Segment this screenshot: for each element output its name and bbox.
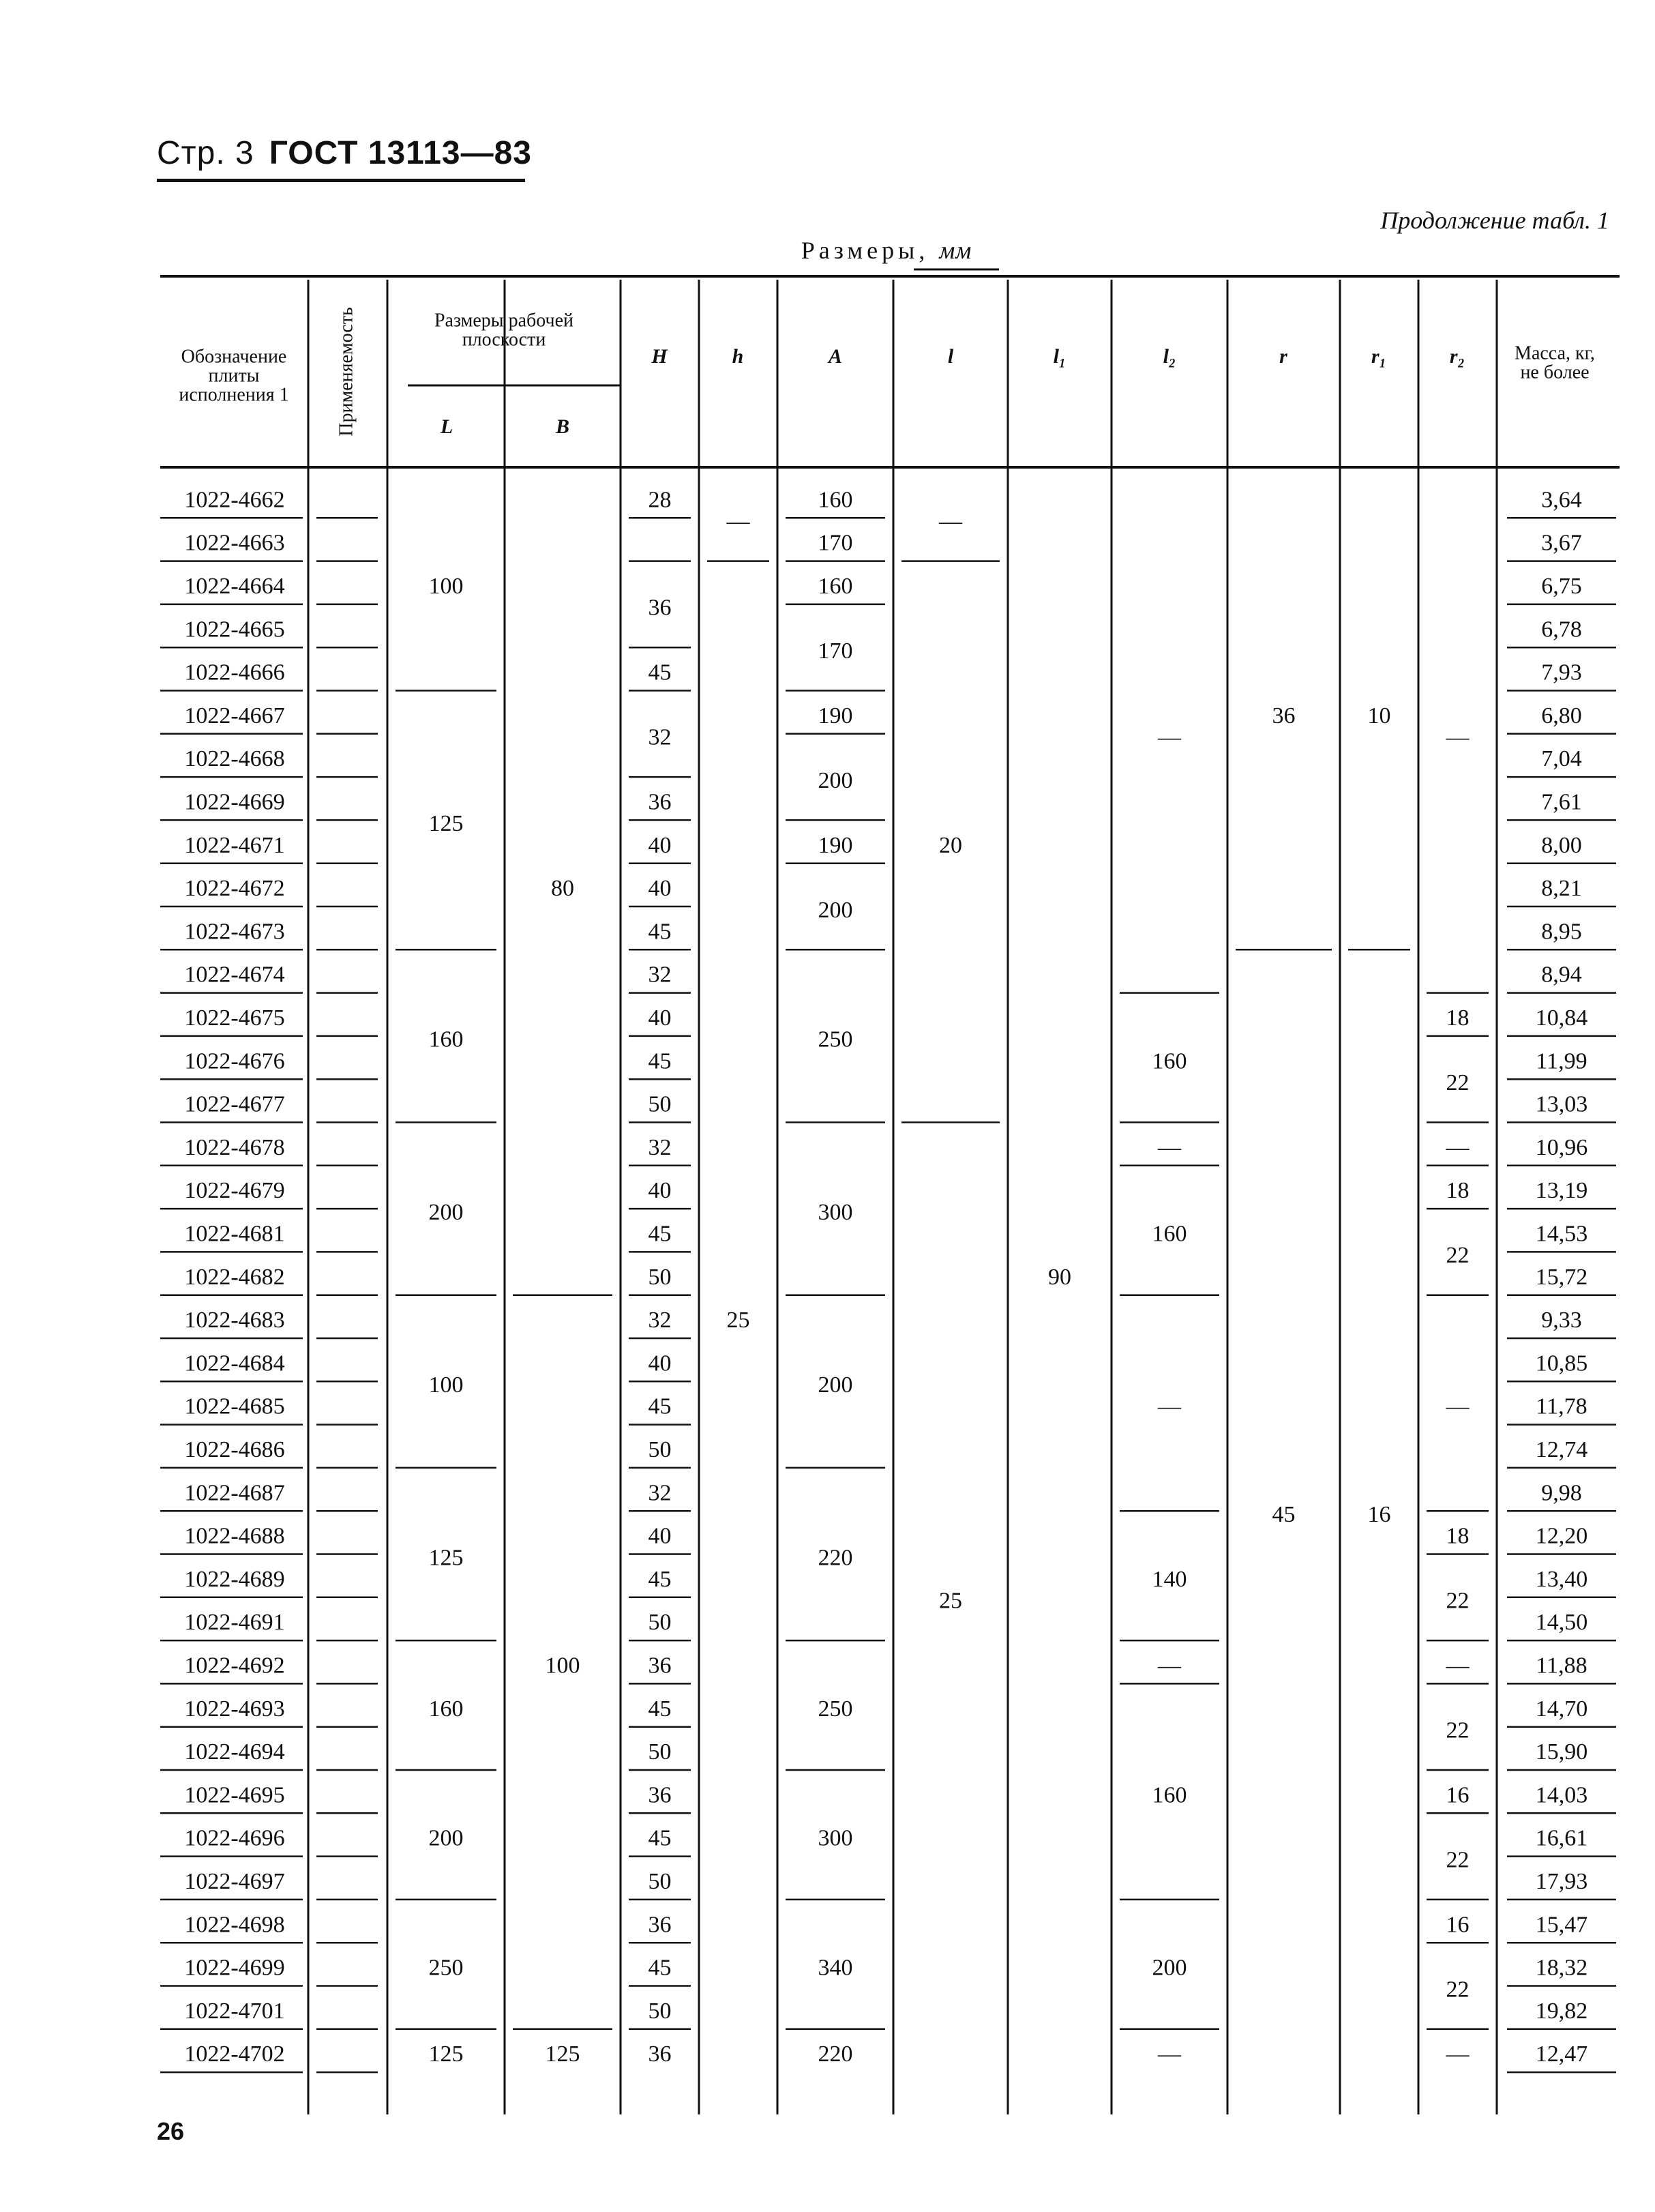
row-mass: 12,20 bbox=[1535, 1523, 1588, 1549]
header-mass-line2: не более bbox=[1520, 362, 1590, 383]
header-applicability: Применяемость bbox=[336, 307, 357, 437]
row-designation: 1022-4686 bbox=[184, 1437, 285, 1463]
row-designation: 1022-4691 bbox=[184, 1610, 285, 1636]
cell-A: 200 bbox=[818, 1372, 853, 1398]
cell-r2: 22 bbox=[1446, 1588, 1470, 1614]
cell-H: 45 bbox=[648, 1696, 672, 1722]
cell-r2: 22 bbox=[1446, 1717, 1470, 1743]
cell-H: 45 bbox=[648, 660, 672, 685]
cell-r: 36 bbox=[1272, 703, 1296, 728]
row-mass: 14,53 bbox=[1535, 1221, 1588, 1247]
cell-A: 340 bbox=[818, 1955, 853, 1981]
cell-A: 190 bbox=[818, 832, 853, 858]
cell-B: 80 bbox=[551, 876, 574, 902]
cell-B: 100 bbox=[545, 1653, 580, 1679]
row-designation: 1022-4697 bbox=[184, 1869, 285, 1895]
row-designation: 1022-4702 bbox=[184, 2041, 285, 2067]
header-working-plane-line1: Размеры рабочей bbox=[434, 310, 574, 331]
cell-l2: 200 bbox=[1152, 1955, 1187, 1981]
row-designation: 1022-4676 bbox=[184, 1048, 285, 1074]
row-designation: 1022-4666 bbox=[184, 660, 285, 685]
row-designation: 1022-4672 bbox=[184, 876, 285, 902]
cell-r2: — bbox=[1446, 1653, 1470, 1679]
cell-H: 36 bbox=[648, 789, 672, 815]
cell-H: 40 bbox=[648, 1523, 672, 1549]
cell-H: 45 bbox=[648, 1048, 672, 1074]
cell-l2: — bbox=[1158, 1134, 1181, 1160]
row-mass: 10,85 bbox=[1535, 1351, 1588, 1376]
row-mass: 13,19 bbox=[1535, 1178, 1588, 1204]
cell-l: 20 bbox=[939, 832, 962, 858]
dimensions-label: Размеры, bbox=[801, 237, 929, 264]
cell-H: 36 bbox=[648, 2041, 672, 2067]
cell-L: 100 bbox=[428, 574, 464, 600]
row-mass: 8,00 bbox=[1541, 832, 1582, 858]
header-designation-line2: плиты bbox=[208, 365, 260, 387]
row-mass: 12,47 bbox=[1535, 2041, 1588, 2067]
row-mass: 11,78 bbox=[1536, 1393, 1587, 1419]
row-mass: 10,96 bbox=[1535, 1134, 1588, 1160]
cell-H: 40 bbox=[648, 1005, 672, 1031]
cell-l2: 140 bbox=[1152, 1566, 1187, 1592]
cell-H: 40 bbox=[648, 1351, 672, 1376]
cell-H: 40 bbox=[648, 876, 672, 902]
row-designation: 1022-4682 bbox=[184, 1264, 285, 1290]
header-H: H bbox=[651, 344, 668, 368]
cell-H: 45 bbox=[648, 1825, 672, 1851]
cell-B: 125 bbox=[545, 2041, 580, 2067]
cell-A: 220 bbox=[818, 1545, 853, 1571]
header-h: h bbox=[732, 344, 744, 368]
row-designation: 1022-4683 bbox=[184, 1308, 285, 1333]
header-designation-line3: исполнения 1 bbox=[179, 384, 289, 406]
row-mass: 9,98 bbox=[1541, 1480, 1582, 1506]
row-designation: 1022-4694 bbox=[184, 1739, 285, 1765]
cell-H: 45 bbox=[648, 919, 672, 945]
cell-H: 50 bbox=[648, 1437, 672, 1463]
cell-L: 125 bbox=[428, 811, 464, 837]
cell-H: 36 bbox=[648, 1653, 672, 1679]
cell-A: 160 bbox=[818, 574, 853, 600]
header-working-plane-line2: плоскости bbox=[462, 329, 546, 351]
standard-number: ГОСТ 13113—83 bbox=[269, 135, 532, 171]
row-mass: 19,82 bbox=[1535, 1998, 1588, 2024]
page-label: Стр. 3 bbox=[157, 135, 254, 171]
row-designation: 1022-4662 bbox=[184, 487, 285, 513]
cell-H: 45 bbox=[648, 1221, 672, 1247]
cell-A: 250 bbox=[818, 1027, 853, 1052]
cell-r2: 22 bbox=[1446, 1847, 1470, 1873]
row-designation: 1022-4679 bbox=[184, 1178, 285, 1204]
cell-H: 28 bbox=[648, 487, 672, 513]
header-l1: l₁ bbox=[1053, 344, 1067, 368]
row-designation: 1022-4663 bbox=[184, 530, 285, 556]
row-mass: 16,61 bbox=[1535, 1825, 1588, 1851]
cell-H: 50 bbox=[648, 1998, 672, 2024]
cell-L: 200 bbox=[428, 1825, 464, 1851]
row-designation: 1022-4684 bbox=[184, 1351, 285, 1376]
cell-l2: — bbox=[1158, 1393, 1181, 1419]
row-designation: 1022-4669 bbox=[184, 789, 285, 815]
cell-L: 160 bbox=[428, 1696, 464, 1722]
row-designation: 1022-4671 bbox=[184, 832, 285, 858]
cell-H: 32 bbox=[648, 1480, 672, 1506]
cell-h: 25 bbox=[726, 1308, 750, 1333]
row-designation: 1022-4668 bbox=[184, 746, 285, 772]
row-mass: 13,40 bbox=[1535, 1566, 1588, 1592]
cell-A: 160 bbox=[818, 487, 853, 513]
cell-l2: 160 bbox=[1152, 1048, 1187, 1074]
header-L: L bbox=[440, 415, 453, 438]
cell-L: 125 bbox=[428, 1545, 464, 1571]
row-mass: 6,75 bbox=[1541, 574, 1582, 600]
cell-h: — bbox=[726, 509, 750, 535]
cell-H: 50 bbox=[648, 1091, 672, 1117]
page-number: 26 bbox=[157, 2117, 185, 2145]
header-r: r bbox=[1279, 344, 1287, 368]
cell-A: 200 bbox=[818, 897, 853, 923]
row-designation: 1022-4695 bbox=[184, 1782, 285, 1808]
cell-H: 32 bbox=[648, 1308, 672, 1333]
cell-H: 36 bbox=[648, 595, 672, 621]
cell-r2: 22 bbox=[1446, 1243, 1470, 1269]
row-designation: 1022-4701 bbox=[184, 1998, 285, 2024]
cell-l: 25 bbox=[939, 1588, 962, 1614]
cell-H: 36 bbox=[648, 1782, 672, 1808]
cell-H: 32 bbox=[648, 1134, 672, 1160]
cell-r1: 10 bbox=[1367, 703, 1391, 728]
cell-r2: 18 bbox=[1446, 1005, 1470, 1031]
row-mass: 8,21 bbox=[1541, 876, 1582, 902]
row-designation: 1022-4688 bbox=[184, 1523, 285, 1549]
cell-r2: — bbox=[1446, 1134, 1470, 1160]
row-designation: 1022-4693 bbox=[184, 1696, 285, 1722]
row-mass: 11,88 bbox=[1536, 1653, 1587, 1679]
cell-r2: 22 bbox=[1446, 1070, 1470, 1095]
cell-H: 36 bbox=[648, 1912, 672, 1938]
cell-L: 250 bbox=[428, 1955, 464, 1981]
row-mass: 11,99 bbox=[1536, 1048, 1587, 1074]
row-mass: 6,80 bbox=[1541, 703, 1582, 728]
header-B: B bbox=[555, 415, 570, 438]
row-designation: 1022-4667 bbox=[184, 703, 285, 728]
cell-L: 160 bbox=[428, 1027, 464, 1052]
cell-l2: 160 bbox=[1152, 1221, 1187, 1247]
row-mass: 3,64 bbox=[1541, 487, 1582, 513]
row-mass: 8,94 bbox=[1541, 962, 1582, 988]
row-mass: 8,95 bbox=[1541, 919, 1582, 945]
cell-H: 45 bbox=[648, 1393, 672, 1419]
header-l: l bbox=[947, 344, 954, 368]
cell-A: 300 bbox=[818, 1199, 853, 1225]
row-designation: 1022-4699 bbox=[184, 1955, 285, 1981]
row-designation: 1022-4692 bbox=[184, 1653, 285, 1679]
dimensions-unit: мм bbox=[939, 237, 972, 264]
cell-r2: 18 bbox=[1446, 1523, 1470, 1549]
cell-A: 300 bbox=[818, 1825, 853, 1851]
row-designation: 1022-4698 bbox=[184, 1912, 285, 1938]
row-mass: 14,70 bbox=[1535, 1696, 1588, 1722]
row-designation: 1022-4678 bbox=[184, 1134, 285, 1160]
cell-r1: 16 bbox=[1367, 1501, 1391, 1527]
cell-L: 200 bbox=[428, 1199, 464, 1225]
cell-H: 45 bbox=[648, 1955, 672, 1981]
cell-H: 32 bbox=[648, 724, 672, 750]
cell-r2: 16 bbox=[1446, 1912, 1470, 1938]
row-mass: 18,32 bbox=[1535, 1955, 1588, 1981]
cell-H: 50 bbox=[648, 1869, 672, 1895]
header-r2: r₂ bbox=[1449, 344, 1465, 368]
cell-l2: — bbox=[1158, 1653, 1181, 1679]
row-mass: 15,47 bbox=[1535, 1912, 1588, 1938]
header-l2: l₂ bbox=[1163, 344, 1176, 368]
table-continuation-note: Продолжение табл. 1 bbox=[1380, 207, 1609, 234]
row-mass: 3,67 bbox=[1541, 530, 1582, 556]
cell-H: 50 bbox=[648, 1739, 672, 1765]
row-designation: 1022-4674 bbox=[184, 962, 285, 988]
header-A: A bbox=[828, 344, 843, 368]
cell-A: 220 bbox=[818, 2041, 853, 2067]
row-mass: 13,03 bbox=[1535, 1091, 1588, 1117]
cell-r2: 18 bbox=[1446, 1178, 1470, 1204]
cell-r2: 22 bbox=[1446, 1977, 1470, 2003]
cell-H: 50 bbox=[648, 1610, 672, 1636]
row-designation: 1022-4696 bbox=[184, 1825, 285, 1851]
cell-l1: 90 bbox=[1048, 1264, 1071, 1290]
row-designation: 1022-4685 bbox=[184, 1393, 285, 1419]
cell-r2: — bbox=[1446, 724, 1470, 750]
cell-L: 100 bbox=[428, 1372, 464, 1398]
cell-A: 250 bbox=[818, 1696, 853, 1722]
cell-H: 40 bbox=[648, 1178, 672, 1204]
cell-l2: — bbox=[1158, 2041, 1181, 2067]
row-designation: 1022-4664 bbox=[184, 574, 285, 600]
cell-r: 45 bbox=[1272, 1501, 1296, 1527]
row-mass: 15,90 bbox=[1535, 1739, 1588, 1765]
row-designation: 1022-4689 bbox=[184, 1566, 285, 1592]
row-mass: 7,04 bbox=[1541, 746, 1582, 772]
row-mass: 7,61 bbox=[1541, 789, 1582, 815]
cell-H: 40 bbox=[648, 832, 672, 858]
cell-L: 125 bbox=[428, 2041, 464, 2067]
row-mass: 10,84 bbox=[1535, 1005, 1588, 1031]
row-mass: 14,50 bbox=[1535, 1610, 1588, 1636]
row-mass: 17,93 bbox=[1535, 1869, 1588, 1895]
cell-H: 50 bbox=[648, 1264, 672, 1290]
cell-A: 170 bbox=[818, 638, 853, 664]
row-mass: 6,78 bbox=[1541, 617, 1582, 643]
cell-A: 200 bbox=[818, 767, 853, 793]
cell-r2: — bbox=[1446, 1393, 1470, 1419]
cell-l: — bbox=[939, 509, 962, 535]
cell-l2: — bbox=[1158, 724, 1181, 750]
row-mass: 9,33 bbox=[1541, 1308, 1582, 1333]
row-designation: 1022-4675 bbox=[184, 1005, 285, 1031]
row-designation: 1022-4665 bbox=[184, 617, 285, 643]
row-designation: 1022-4681 bbox=[184, 1221, 285, 1247]
cell-H: 45 bbox=[648, 1566, 672, 1592]
cell-r2: 16 bbox=[1446, 1782, 1470, 1808]
row-mass: 15,72 bbox=[1535, 1264, 1588, 1290]
cell-r2: — bbox=[1446, 2041, 1470, 2067]
row-mass: 14,03 bbox=[1535, 1782, 1588, 1808]
row-designation: 1022-4677 bbox=[184, 1091, 285, 1117]
row-mass: 7,93 bbox=[1541, 660, 1582, 685]
row-designation: 1022-4673 bbox=[184, 919, 285, 945]
header-designation-line1: Обозначение bbox=[181, 346, 287, 368]
header-r1: r₁ bbox=[1371, 344, 1387, 368]
cell-l2: 160 bbox=[1152, 1782, 1187, 1808]
cell-A: 170 bbox=[818, 530, 853, 556]
cell-H: 32 bbox=[648, 962, 672, 988]
cell-A: 190 bbox=[818, 703, 853, 728]
row-designation: 1022-4687 bbox=[184, 1480, 285, 1506]
header-mass-line1: Масса, кг, bbox=[1515, 342, 1595, 364]
row-mass: 12,74 bbox=[1535, 1437, 1588, 1463]
